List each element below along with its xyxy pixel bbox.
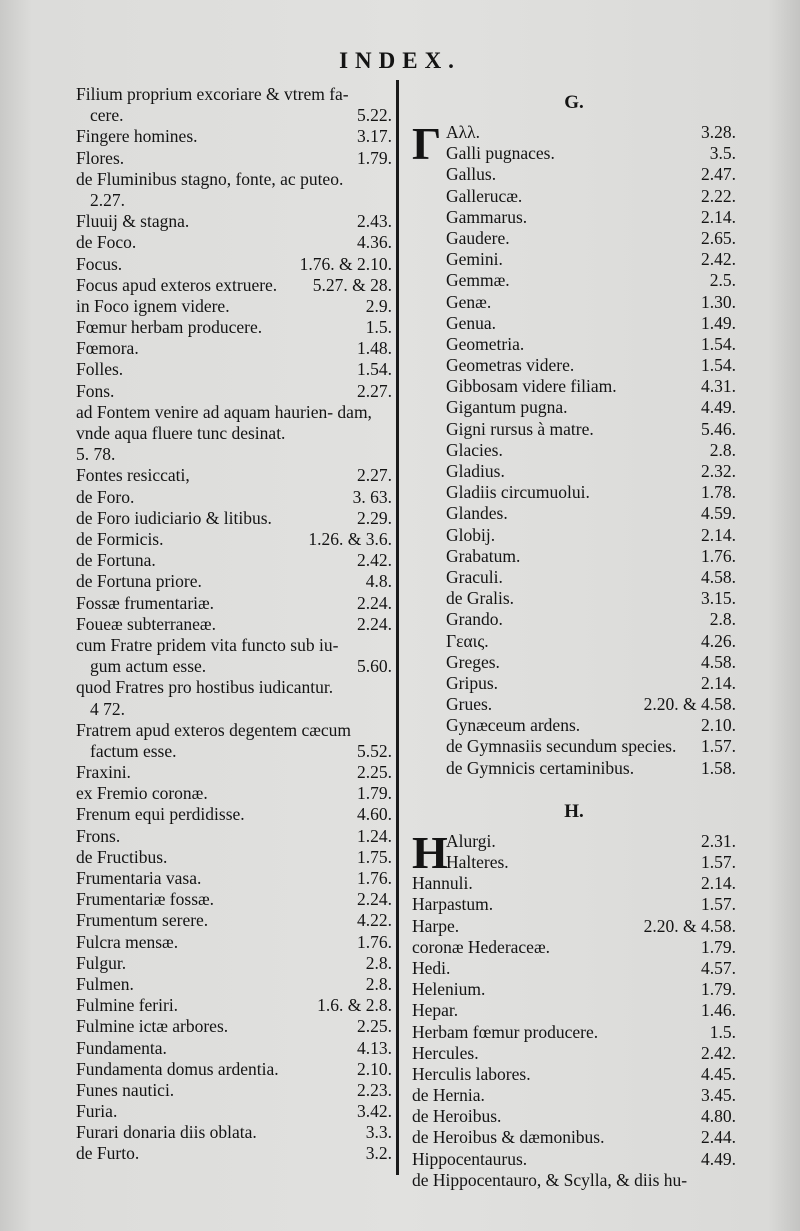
index-page-ref: 2.42. <box>701 1042 736 1063</box>
index-term: Gallerucæ. <box>446 185 523 206</box>
index-entry <box>412 164 736 185</box>
index-entry <box>412 1043 736 1064</box>
index-page-ref: 1.76. <box>357 868 392 889</box>
column-rule <box>396 80 399 1175</box>
index-term: Hepar. <box>412 1000 459 1021</box>
index-term: Geometria. <box>446 333 525 354</box>
index-entry <box>76 995 392 1016</box>
index-page-ref: 2.24. <box>357 592 392 613</box>
index-page-ref: 1.79. <box>357 147 392 168</box>
index-term: Frumentariæ fossæ. <box>76 889 215 910</box>
index-term: Halteres. <box>446 852 509 872</box>
index-page-ref: 5.52. <box>357 740 392 761</box>
index-page-ref: 2.65. <box>701 227 736 248</box>
index-page-ref: 4.22. <box>357 910 392 931</box>
index-term-continuation: gum actum esse. <box>90 656 207 677</box>
index-entry <box>76 720 392 762</box>
index-term: Gigantum pugna. <box>446 397 568 418</box>
index-entry <box>76 381 392 402</box>
index-page-ref: 2.29. <box>357 507 392 528</box>
index-term: Fossæ frumentariæ. <box>76 592 215 613</box>
index-entry <box>76 126 392 147</box>
index-term: de Gymnicis certaminibus. <box>446 757 635 778</box>
index-term: quod Fratres pro hostibus iudicantur. <box>76 677 334 698</box>
index-entry <box>76 1122 392 1143</box>
index-term: Fundamenta. <box>76 1037 167 1058</box>
index-term: Fraxini. <box>76 762 131 783</box>
index-page-ref: 1.54. <box>357 359 392 380</box>
index-entry <box>412 894 736 915</box>
index-term: Filium proprium excoriare & vtrem fa- <box>76 84 349 104</box>
index-term: de Hernia. <box>412 1085 485 1106</box>
index-entry <box>412 588 736 609</box>
index-page-ref: 3.42. <box>357 1101 392 1122</box>
index-page-ref: 2.23. <box>357 1079 392 1100</box>
index-entry <box>412 228 736 249</box>
index-entry <box>76 783 392 804</box>
index-page-ref: 3.45. <box>701 1085 736 1106</box>
index-entry <box>76 84 392 126</box>
index-term: Fundamenta domus ardentia. <box>76 1058 279 1079</box>
index-term: Globij. <box>446 524 496 545</box>
index-entry <box>76 465 392 486</box>
index-entry <box>76 148 392 169</box>
index-term: Folles. <box>76 359 124 380</box>
index-entry <box>76 508 392 529</box>
index-page-ref: 4.45. <box>701 1063 736 1084</box>
index-page-ref: 1.26. & 3.6. <box>308 529 392 549</box>
index-entry <box>76 974 392 995</box>
index-term: de Foro iudiciario & litibus. <box>76 507 272 528</box>
section-g <box>412 118 736 779</box>
index-entry <box>412 631 736 652</box>
index-page-ref: 1.57. <box>701 894 736 915</box>
index-term: Herculis labores. <box>412 1063 531 1084</box>
index-page-ref: 2.14. <box>701 672 736 693</box>
index-page-ref: 1.57. <box>701 736 736 757</box>
drop-cap-h: H <box>412 826 448 878</box>
index-term: Fœmur herbam producere. <box>76 317 263 338</box>
index-term: Hannuli. <box>412 873 473 894</box>
index-page-ref: 1.54. <box>701 333 736 354</box>
index-entry <box>412 715 736 736</box>
index-page-ref: 4.58. <box>701 566 736 587</box>
index-page-ref: 2.14. <box>701 873 736 894</box>
index-term: Glacies. <box>446 439 503 460</box>
index-entry <box>412 461 736 482</box>
index-entry <box>76 868 392 889</box>
index-page-ref: 2.42. <box>357 550 392 571</box>
index-term: Galli pugnaces. <box>446 143 555 164</box>
index-term: Grando. <box>446 609 503 630</box>
index-term: Fingere homines. <box>76 126 198 147</box>
index-page-ref: 4.60. <box>357 804 392 825</box>
index-entry <box>76 296 392 317</box>
index-term: de Foco. <box>76 232 137 253</box>
index-term: Fulcra mensæ. <box>76 931 179 952</box>
index-entry <box>76 677 392 719</box>
index-entry <box>412 873 736 894</box>
index-entry <box>76 635 392 677</box>
index-entry <box>412 143 736 164</box>
index-entry <box>412 1000 736 1021</box>
index-term: Fœmora. <box>76 338 139 359</box>
index-entry <box>412 1085 736 1106</box>
index-term: Funes nautici. <box>76 1079 175 1100</box>
index-entry <box>412 609 736 630</box>
index-term: ex Fremio coronæ. <box>76 783 208 804</box>
index-term: Flores. <box>76 147 125 168</box>
index-term-continuation: 4 72. <box>90 698 125 719</box>
index-term: Frons. <box>76 825 121 846</box>
index-entry <box>76 275 392 296</box>
index-term: Focus. <box>76 253 123 274</box>
index-entry <box>412 1064 736 1085</box>
index-page-ref: 2.24. <box>357 613 392 634</box>
index-page-ref: 1.79. <box>357 783 392 804</box>
index-page-ref: 4.36. <box>357 232 392 253</box>
index-term: Frumentaria vasa. <box>76 868 202 889</box>
index-term: Gallus. <box>446 164 497 185</box>
index-page-ref: 2.8. <box>709 439 736 460</box>
index-page-ref: 1.5. <box>709 1021 736 1042</box>
index-page-ref: 1.24. <box>357 825 392 846</box>
index-entry <box>412 916 736 937</box>
index-term-continuation: cere. <box>90 105 124 126</box>
right-column <box>412 84 736 1191</box>
index-entry <box>76 254 392 275</box>
index-term: Herbam fœmur producere. <box>412 1021 599 1042</box>
index-page-ref: 4.26. <box>701 630 736 651</box>
index-term: de Gymnasiis secundum species. <box>446 736 677 757</box>
index-term: de Foro. <box>76 486 135 507</box>
index-page-ref: 2.8. <box>709 609 736 630</box>
index-page-ref: 5.22. <box>357 105 392 126</box>
index-term: Geometras videre. <box>446 355 575 376</box>
index-term: de Gralis. <box>446 588 515 609</box>
index-page-ref: 5.27. & 28. <box>312 274 392 295</box>
index-page-ref: 1.79. <box>701 979 736 1000</box>
index-entry <box>412 736 736 757</box>
index-entry <box>412 122 736 143</box>
index-page-ref: 1.6. & 2.8. <box>317 995 392 1016</box>
index-entry <box>412 546 736 567</box>
index-page-ref: 1.76. & 2.10. <box>299 253 392 274</box>
index-term: Fluuij & stagna. <box>76 211 190 232</box>
index-entry <box>76 953 392 974</box>
index-term: Fulmine feriri. <box>76 995 179 1016</box>
index-term: Greges. <box>446 651 500 672</box>
index-page-ref: 5.60. <box>357 656 392 677</box>
index-page-ref: 3.2. <box>365 1143 392 1164</box>
index-page-ref: 4.8. <box>365 571 392 592</box>
index-entry <box>412 1149 736 1170</box>
index-term: Frenum equi perdidisse. <box>76 804 245 825</box>
index-entry <box>76 1059 392 1080</box>
index-entry <box>412 207 736 228</box>
index-term: de Furto. <box>76 1143 140 1164</box>
index-page-ref: 2.8. <box>365 952 392 973</box>
index-page-ref: 3.28. <box>701 122 736 142</box>
index-entry <box>76 571 392 592</box>
index-entry <box>76 550 392 571</box>
index-page-ref: 2.9. <box>365 295 392 316</box>
index-term: Gammarus. <box>446 206 528 227</box>
index-page-ref: 2.10. <box>701 715 736 736</box>
index-entry <box>412 958 736 979</box>
index-entry <box>412 1106 736 1127</box>
index-entry <box>412 249 736 270</box>
index-entry <box>76 211 392 232</box>
index-term: ad Fontem venire ad aquam haurien- dam, vnde aqua fluere tunc desinat. <box>76 401 372 444</box>
index-page-ref: 2.10. <box>357 1058 392 1079</box>
index-page-ref: 4.49. <box>701 397 736 418</box>
index-page-ref: 2.14. <box>701 524 736 545</box>
index-entry <box>412 1022 736 1043</box>
section-letter-h: H. <box>564 800 584 822</box>
index-page-ref: 2.42. <box>701 249 736 270</box>
index-term: Genæ. <box>446 291 492 312</box>
index-term: Fulmen. <box>76 973 134 994</box>
index-page-ref: 1.76. <box>701 545 736 566</box>
index-entry <box>76 847 392 868</box>
index-page-ref: 4.31. <box>701 376 736 397</box>
index-term: Gladius. <box>446 461 505 481</box>
index-entry <box>412 694 736 715</box>
index-page-ref: 1.78. <box>701 482 736 503</box>
index-term: Gemini. <box>446 249 503 270</box>
index-page-ref: 2.24. <box>357 889 392 910</box>
index-page-ref: 2.20. & 4.58. <box>643 694 736 715</box>
page-header: INDEX. <box>339 48 461 73</box>
index-entry <box>76 317 392 338</box>
index-page-ref: 1.48. <box>357 338 392 359</box>
index-page-ref: 2.27. <box>357 465 392 486</box>
index-entry <box>412 852 736 873</box>
index-entry <box>412 652 736 673</box>
index-entry <box>76 804 392 825</box>
index-page-ref: 4.59. <box>701 503 736 524</box>
index-term: de Fluminibus stagno, fonte, ac puteo. <box>76 168 344 189</box>
index-page-ref: 2.8. <box>365 973 392 994</box>
index-page-ref: 2.32. <box>701 461 736 481</box>
index-term: Αλλ. <box>446 122 480 142</box>
index-entry <box>412 1127 736 1148</box>
index-entry <box>412 397 736 418</box>
index-entry <box>412 313 736 334</box>
index-page-ref: 2.5. <box>709 270 736 291</box>
index-entry <box>412 673 736 694</box>
index-entry <box>412 503 736 524</box>
left-column <box>76 84 392 1165</box>
index-entry <box>76 614 392 635</box>
index-term: Gynæceum ardens. <box>446 715 581 736</box>
index-entry <box>412 376 736 397</box>
index-page-ref: 3.15. <box>701 588 736 609</box>
index-term: Harpe. <box>412 915 460 936</box>
index-page-ref: 1.75. <box>357 846 392 867</box>
index-page-ref: 1.58. <box>701 757 736 778</box>
index-page-ref: 2.22. <box>701 185 736 206</box>
index-term: Gaudere. <box>446 227 510 248</box>
index-page-ref: 4.58. <box>701 651 736 672</box>
index-entry <box>76 359 392 380</box>
index-entry <box>412 334 736 355</box>
index-page-ref: 2.20. & 4.58. <box>643 915 736 936</box>
index-page-ref: 4.80. <box>701 1106 736 1127</box>
index-entry <box>412 292 736 313</box>
index-term: Grabatum. <box>446 545 521 566</box>
index-entry <box>76 1080 392 1101</box>
index-entry <box>412 482 736 503</box>
index-entry <box>76 910 392 931</box>
index-term: de Fructibus. <box>76 846 168 867</box>
index-term: Furari donaria diis oblata. <box>76 1122 257 1143</box>
index-entry <box>412 419 736 440</box>
index-term: Gemmæ. <box>446 270 510 291</box>
index-entry <box>76 169 392 211</box>
index-term: Fulgur. <box>76 952 127 973</box>
index-term: Furia. <box>76 1101 118 1122</box>
index-page-ref: 3.17. <box>357 126 392 147</box>
index-entry <box>76 338 392 359</box>
index-entry <box>412 440 736 461</box>
section-h <box>412 826 736 1191</box>
index-entry <box>412 1170 736 1191</box>
index-entry <box>412 758 736 779</box>
index-term: coronæ Hederaceæ. <box>412 936 550 957</box>
index-page-ref: 2.25. <box>357 762 392 783</box>
index-entry <box>412 567 736 588</box>
index-page-ref: 2.44. <box>701 1127 736 1148</box>
index-entry <box>412 979 736 1000</box>
index-term: de Heroibus. <box>412 1106 502 1127</box>
index-entry <box>412 831 736 852</box>
index-term: Fontes resiccati, <box>76 465 190 486</box>
index-entry <box>412 525 736 546</box>
index-page-ref: 2.43. <box>357 211 392 232</box>
index-term: Harpastum. <box>412 894 494 915</box>
index-term: Genua. <box>446 312 497 333</box>
index-entry <box>412 937 736 958</box>
index-page-ref: 2.31. <box>701 830 736 851</box>
index-term: Graculi. <box>446 566 503 587</box>
index-term: de Hippocentauro, & Scylla, & diis hu- <box>412 1169 688 1190</box>
index-page-ref: 1.49. <box>701 312 736 333</box>
index-entry <box>76 762 392 783</box>
index-term: Glandes. <box>446 503 508 524</box>
index-term: Frumentum serere. <box>76 910 209 931</box>
index-term: Alurgi. <box>446 830 496 851</box>
index-term: in Foco ignem videre. <box>76 295 230 316</box>
index-term: de Heroibus & dæmonibus. <box>412 1127 605 1148</box>
index-page-ref: 1.79. <box>701 936 736 957</box>
index-page-ref: 3.5. <box>709 143 736 164</box>
index-term: Grues. <box>446 694 493 715</box>
index-term: Γεαις. <box>446 630 489 651</box>
index-entry <box>76 889 392 910</box>
index-page-ref: 4.57. <box>701 957 736 978</box>
index-term: Foueæ subterraneæ. <box>76 613 216 634</box>
index-page-ref: 1.30. <box>701 291 736 312</box>
index-term: Hippocentaurus. <box>412 1148 528 1169</box>
index-term-continuation: 2.27. <box>90 189 125 210</box>
drop-cap-g: Γ <box>412 118 442 169</box>
index-page-ref: 2.25. <box>357 1016 392 1037</box>
index-entry <box>412 186 736 207</box>
index-term: Hedi. <box>412 957 451 978</box>
index-page-ref: 1.57. <box>701 852 736 872</box>
index-page-ref: 2.27. <box>357 380 392 401</box>
index-page-ref: 5. 78. <box>76 444 116 465</box>
index-entry <box>76 932 392 953</box>
index-term: Gigni rursus à matre. <box>446 418 594 439</box>
index-term: Hercules. <box>412 1042 479 1063</box>
index-term: de Formicis. <box>76 529 164 549</box>
index-entry <box>412 355 736 376</box>
index-term: Gibbosam videre filiam. <box>446 376 617 397</box>
index-entry <box>76 1101 392 1122</box>
index-entry <box>76 826 392 847</box>
index-entry <box>76 1038 392 1059</box>
index-term: Focus apud exteros extruere. <box>76 274 278 295</box>
index-term: Fulmine ictæ arbores. <box>76 1016 229 1037</box>
index-term: Fratrem apud exteros degentem cæcum <box>76 719 352 740</box>
index-term: cum Fratre pridem vita functo sub iu- <box>76 634 339 655</box>
index-page-ref: 4.49. <box>701 1148 736 1169</box>
index-page-ref: 1.5. <box>365 317 392 338</box>
index-page-ref: 1.76. <box>357 931 392 952</box>
index-entry <box>76 402 392 466</box>
index-term: de Fortuna priore. <box>76 571 202 592</box>
index-page-ref: 5.46. <box>701 418 736 439</box>
index-term: de Fortuna. <box>76 550 156 571</box>
index-page-ref: 2.14. <box>701 206 736 227</box>
index-entry <box>76 1016 392 1037</box>
index-entry <box>76 1143 392 1164</box>
index-page-ref: 4.13. <box>357 1037 392 1058</box>
index-term: Helenium. <box>412 979 486 1000</box>
index-page-ref: 3.3. <box>365 1122 392 1143</box>
index-entry <box>76 593 392 614</box>
index-page-ref: 2.47. <box>701 164 736 185</box>
index-term: Gripus. <box>446 672 499 693</box>
index-entry <box>412 270 736 291</box>
index-entry <box>76 529 392 550</box>
index-term: Gladiis circumuolui. <box>446 482 590 503</box>
section-letter-g: G. <box>564 92 584 113</box>
index-term-continuation: factum esse. <box>90 740 177 761</box>
index-page-ref: 3. 63. <box>352 486 392 507</box>
index-page-ref: 1.46. <box>701 1000 736 1021</box>
index-page-ref: 1.54. <box>701 355 736 376</box>
index-term: Fons. <box>76 380 115 401</box>
index-entry <box>76 487 392 508</box>
index-entry <box>76 232 392 253</box>
